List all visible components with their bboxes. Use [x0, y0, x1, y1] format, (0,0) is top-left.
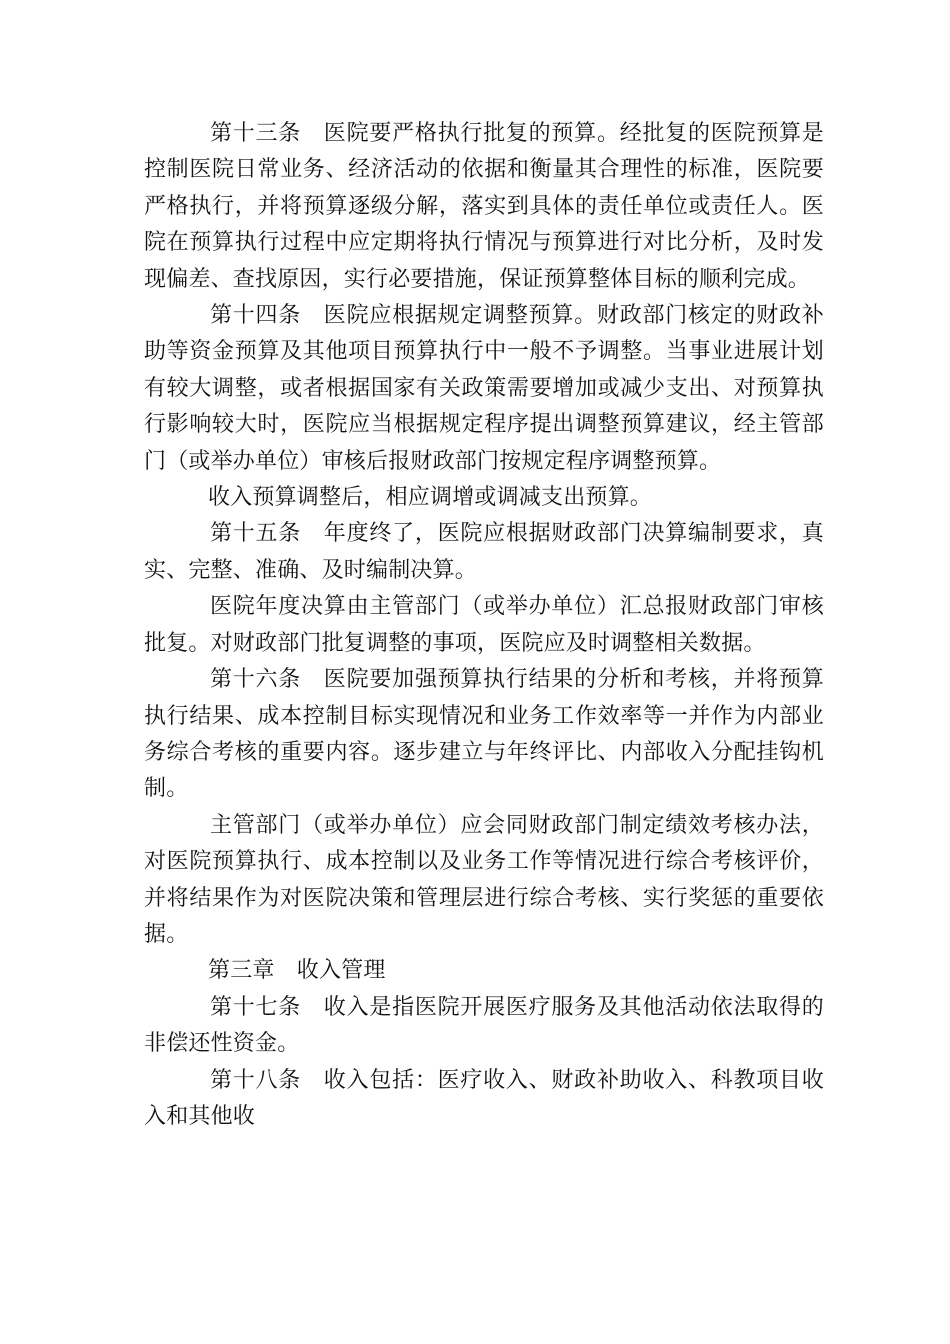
paragraph-article-13: 第十三条 医院要严格执行批复的预算。经批复的医院预算是控制医院日常业务、经济活动的依据和衡量其合理性的标准，医院要严格执行，并将预算逐级分解，落实到具体的责任单位或责任人。医院在预算执行过程中应定期将执行情况与预算进行对比分析，及时发现偏差、查找原因，实行必要措施，保证预算整体目标的顺利完成。 — [144, 121, 824, 292]
paragraph-article-18: 第十八条 收入包括：医疗收入、财政补助收入、科教项目收入和其他收 — [144, 1067, 824, 1129]
paragraph-performance-assessment: 主管部门（或举办单位）应会同财政部门制定绩效考核办法，对医院预算执行、成本控制以及业务工作等情况进行综合考核评价，并将结果作为对医院决策和管理层进行综合考核、实行奖惩的重要依据。 — [144, 812, 824, 947]
paragraph-article-14: 第十四条 医院应根据规定调整预算。财政部门核定的财政补助等资金预算及其他项目预算执行中一般不予调整。当事业进展计划有较大调整，或者根据国家有关政策需要增加或减少支出、对预算执行影响较大时，医院应当根据规定程序提出调整预算建议，经主管部门（或举办单位）审核后报财政部门按规定程序调整预算。 — [144, 303, 824, 474]
paragraph-article-15: 第十五条 年度终了，医院应根据财政部门决算编制要求，真实、完整、准确、及时编制决算。 — [144, 521, 824, 583]
document-body — [144, 116, 824, 1135]
paragraph-annual-final-accounts: 医院年度决算由主管部门（或举办单位）汇总报财政部门审核批复。对财政部门批复调整的事项，医院应及时调整相关数据。 — [144, 594, 824, 656]
paragraph-article-17: 第十七条 收入是指医院开展医疗服务及其他活动依法取得的非偿还性资金。 — [144, 994, 824, 1057]
paragraph-article-16: 第十六条 医院要加强预算执行结果的分析和考核，并将预算执行结果、成本控制目标实现情况和业务工作效率等一并作为内部业务综合考核的重要内容。逐步建立与年终评比、内部收入分配挂钩机制。 — [144, 667, 824, 802]
paragraph-income-budget-adjustment: 收入预算调整后，相应调增或调减支出预算。 — [208, 485, 653, 511]
chapter-heading: 第三章 收入管理 — [208, 958, 386, 984]
